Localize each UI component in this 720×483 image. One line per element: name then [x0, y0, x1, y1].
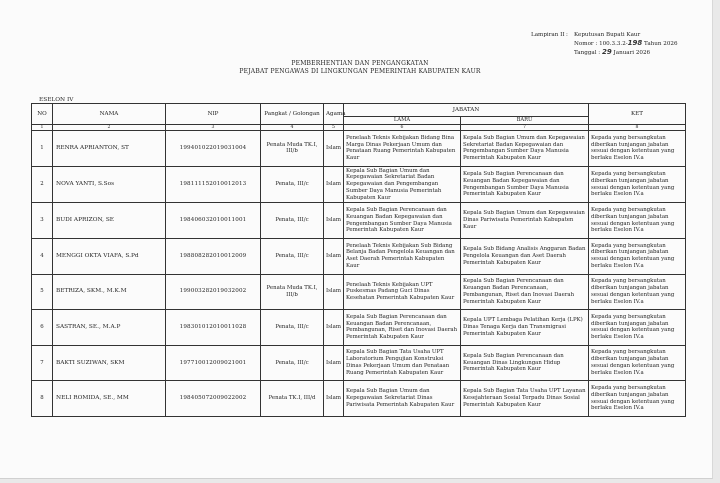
- lampiran-keputusan: Keputusan Bupati Kaur: [574, 32, 641, 38]
- tanggal-label: Tanggal: [574, 50, 597, 57]
- table-row: [32, 166, 686, 203]
- table-row: [32, 345, 686, 381]
- cell-agama: Islam: [324, 310, 344, 346]
- cell-nip: 198301012010011028: [166, 310, 261, 346]
- header-index: 8: [589, 125, 686, 131]
- cell-ket: Kepada yang bersangkutan diberikan tunjangan jabatan sesuai dengan ketentuan yang berlaku Eselon IV.a: [589, 274, 686, 310]
- cell-no: 8: [32, 381, 53, 417]
- cell-ket: Kepada yang bersangkutan diberikan tunjangan jabatan sesuai dengan ketentuan yang berlaku Eselon IV.a: [589, 345, 686, 381]
- cell-nip: 198808282010012009: [166, 238, 261, 274]
- header-nama: NAMA: [53, 104, 166, 125]
- cell-ket: Kepada yang bersangkutan diberikan tunjangan jabatan sesuai dengan ketentuan yang berlaku Eselon IV.a: [589, 381, 686, 417]
- cell-jabatan-baru: Kepala Sub Bidang Analisis Anggaran Badan Pengelola Keuangan dan Aset Daerah Pemerintah Kabupaten Kaur: [461, 238, 589, 274]
- table-row: [32, 381, 686, 417]
- table-row: [32, 274, 686, 310]
- cell-jabatan-lama: Penelaah Teknis Kebijakan Sub Bidang Belanja Badan Pengelola Keuangan dan Aset Daerah Pemerintah Kabupaten Kaur: [344, 238, 461, 274]
- eselon-label: ESELON IV: [39, 97, 74, 103]
- cell-nama: NOVA YANTI, S.Sos: [53, 166, 166, 203]
- cell-jabatan-lama: Kepala Sub Bagian Tata Usaha UPT Laboratorium Pengujian Konstruksi Dinas Pekerjaan Umum dan Penataan Ruang Pemerintah Kabupaten Kaur: [344, 345, 461, 381]
- title-line-1: PEMBERHENTIAN DAN PENGANGKATAN: [291, 60, 429, 67]
- cell-no: 7: [32, 345, 53, 381]
- cell-nip: 198406032010011001: [166, 203, 261, 239]
- cell-no: 5: [32, 274, 53, 310]
- cell-jabatan-lama: Kepala Sub Bagian Perencanaan dan Keuangan Badan Kepegawaian dan Pengembangan Sumber Daya Manusia Pemerintah Kabupaten Kaur: [344, 203, 461, 239]
- cell-jabatan-baru: Kepala Sub Bagian Perencanaan dan Keuangan Badan Kepegawaian dan Pengembangan Sumber Daya Manusia Pemerintah Kabupaten Kaur: [461, 166, 589, 203]
- cell-agama: Islam: [324, 381, 344, 417]
- cell-ket: Kepada yang bersangkutan diberikan tunjangan jabatan sesuai dengan ketentuan yang berlaku Eselon IV.a: [589, 238, 686, 274]
- cell-ket: Kepada yang bersangkutan diberikan tunjangan jabatan sesuai dengan ketentuan yang berlaku Eselon IV.a: [589, 131, 686, 167]
- cell-pangkat: Penata, III/c: [261, 203, 324, 239]
- header-no: NO: [32, 104, 53, 125]
- cell-jabatan-baru: Kepala Sub Bagian Perencanaan dan Keuangan Badan Perencanaan, Pembangunan, Riset dan Inovasi Daerah Pemerintah Kabupaten Kaur: [461, 274, 589, 310]
- cell-pangkat: Penata TK.I, III/d: [261, 381, 324, 417]
- cell-nama: BUDI APRIZON, SE: [53, 203, 166, 239]
- cell-pangkat: Penata, III/c: [261, 310, 324, 346]
- cell-agama: Islam: [324, 131, 344, 167]
- nomor-handwritten: 198: [627, 39, 643, 48]
- header-index: 4: [261, 125, 324, 131]
- header-agama: Agama: [324, 104, 344, 125]
- header-index: 1: [32, 125, 53, 131]
- cell-jabatan-lama: Kepala Sub Bagian Umum dan Kepegawaian Sekretariat Badan Kepegawaian dan Pengembangan Sumber Daya Manusia Pemerintah Kabupaten Kaur: [344, 166, 461, 203]
- cell-jabatan-baru: Kepala Sub Bagian Perencanaan dan Keuangan Dinas Lingkungan Hidup Pemerintah Kabupaten Kaur: [461, 345, 589, 381]
- cell-agama: Islam: [324, 203, 344, 239]
- cell-jabatan-lama: Kepala Sub Bagian Perencanaan dan Keuangan Badan Perencanaan, Pembangunan, Riset dan Inovasi Daerah Pemerintah Kabupaten Kaur: [344, 310, 461, 346]
- cell-nama: RENRA APRIANTON, ST: [53, 131, 166, 167]
- header-index: 5: [324, 125, 344, 131]
- title-line-2: PEJABAT PENGAWAS DI LINGKUNGAN PEMERINTAH KABUPATEN KAUR: [239, 68, 481, 75]
- cell-pangkat: Penata, III/c: [261, 166, 324, 203]
- cell-no: 1: [32, 131, 53, 167]
- table-row: [32, 203, 686, 239]
- cell-nama: BAKTI SUZIWAN, SKM: [53, 345, 166, 381]
- cell-jabatan-lama: Penelaah Teknis Kebijakan UPT Puskesmas Padang Guci Dinas Kesehatan Pemerintah Kabupaten Kaur: [344, 274, 461, 310]
- cell-agama: Islam: [324, 274, 344, 310]
- cell-agama: Islam: [324, 238, 344, 274]
- cell-pangkat: Penata, III/c: [261, 345, 324, 381]
- cell-nip: 199401022019031004: [166, 131, 261, 167]
- cell-agama: Islam: [324, 345, 344, 381]
- cell-nip: 198405072009022002: [166, 381, 261, 417]
- cell-nip: 199003282019032002: [166, 274, 261, 310]
- header-jabatan: JABATAN: [344, 104, 589, 117]
- header-ket: KET: [589, 104, 686, 125]
- cell-nama: SASTRAN, SE., M.A.P: [53, 310, 166, 346]
- cell-jabatan-baru: Kepala Sub Bagian Tata Usaha UPT Layanan Kesejahteraan Sosial Terpadu Dinas Sosial Pemerintah Kabupaten Kaur: [461, 381, 589, 417]
- cell-nama: BETRIZA, SKM., M.K.M: [53, 274, 166, 310]
- cell-jabatan-baru: Kepala Sub Bagian Umum dan Kepegawaian Dinas Pariwisata Pemerintah Kabupaten Kaur: [461, 203, 589, 239]
- header-pangkat: Pangkat / Golongan: [261, 104, 324, 125]
- header-index: 6: [344, 125, 461, 131]
- nomor-suffix: Tahun 2026: [642, 41, 678, 48]
- cell-ket: Kepada yang bersangkutan diberikan tunjangan jabatan sesuai dengan ketentuan yang berlaku Eselon IV.a: [589, 166, 686, 203]
- personnel-table: [31, 103, 686, 417]
- header-index: 3: [166, 125, 261, 131]
- nomor-prefix: 100.3.3.2-: [599, 41, 628, 48]
- cell-pangkat: Penata Muda TK.I, III/b: [261, 274, 324, 310]
- cell-jabatan-baru: Kepala UPT Lembaga Pelatihan Kerja (LPK) Dinas Tenaga Kerja dan Transmigrasi Pemerintah Kabupaten Kaur: [461, 310, 589, 346]
- nomor-label: Nomor: [574, 41, 594, 48]
- header-baru: BARU: [461, 116, 589, 125]
- tanggal-handwritten: 29: [601, 48, 612, 57]
- table-row: [32, 238, 686, 274]
- header-nip: NIP: [166, 104, 261, 125]
- cell-jabatan-baru: Kepala Sub Bagian Umum dan Kepegawaian Sekretariat Badan Kepegawaian dan Pengembangan Sumber Daya Manusia Pemerintah Kabupaten Kaur: [461, 131, 589, 167]
- cell-pangkat: Penata, III/c: [261, 238, 324, 274]
- table-row: [32, 131, 686, 167]
- cell-nama: NELI ROMIDA, SE., MM: [53, 381, 166, 417]
- tanggal-suffix: Januari 2026: [611, 50, 651, 57]
- cell-no: 3: [32, 203, 53, 239]
- cell-pangkat: Penata Muda TK.I, III/b: [261, 131, 324, 167]
- cell-nip: 198111152010012013: [166, 166, 261, 203]
- header-index: 2: [53, 125, 166, 131]
- document-title: [0, 60, 720, 76]
- cell-jabatan-lama: Kepala Sub Bagian Umum dan Kepegawaian Sekretariat Dinas Pariwisata Pemerintah Kabupaten Kaur: [344, 381, 461, 417]
- cell-nip: 197710012009021001: [166, 345, 261, 381]
- cell-no: 2: [32, 166, 53, 203]
- table-row: [32, 310, 686, 346]
- lampiran-block: Lampiran II : Keputusan Bupati Kaur Nomor : 100.3.3.2-198 Tahun 2026 Tanggal : 29 Januari 2026: [531, 31, 711, 58]
- cell-nama: MENGGI OKTA VIAFA, S.Pd: [53, 238, 166, 274]
- cell-no: 4: [32, 238, 53, 274]
- cell-ket: Kepada yang bersangkutan diberikan tunjangan jabatan sesuai dengan ketentuan yang berlaku Eselon IV.a: [589, 310, 686, 346]
- header-index: 7: [461, 125, 589, 131]
- lampiran-label: Lampiran II: [531, 32, 565, 38]
- header-lama: LAMA: [344, 116, 461, 125]
- cell-no: 6: [32, 310, 53, 346]
- cell-jabatan-lama: Penelaah Teknis Kebijakan Bidang Bina Marga Dinas Pekerjaan Umum dan Penataan Ruang Pemerintah Kabupaten Kaur: [344, 131, 461, 167]
- cell-ket: Kepada yang bersangkutan diberikan tunjangan jabatan sesuai dengan ketentuan yang berlaku Eselon IV.a: [589, 203, 686, 239]
- cell-agama: Islam: [324, 166, 344, 203]
